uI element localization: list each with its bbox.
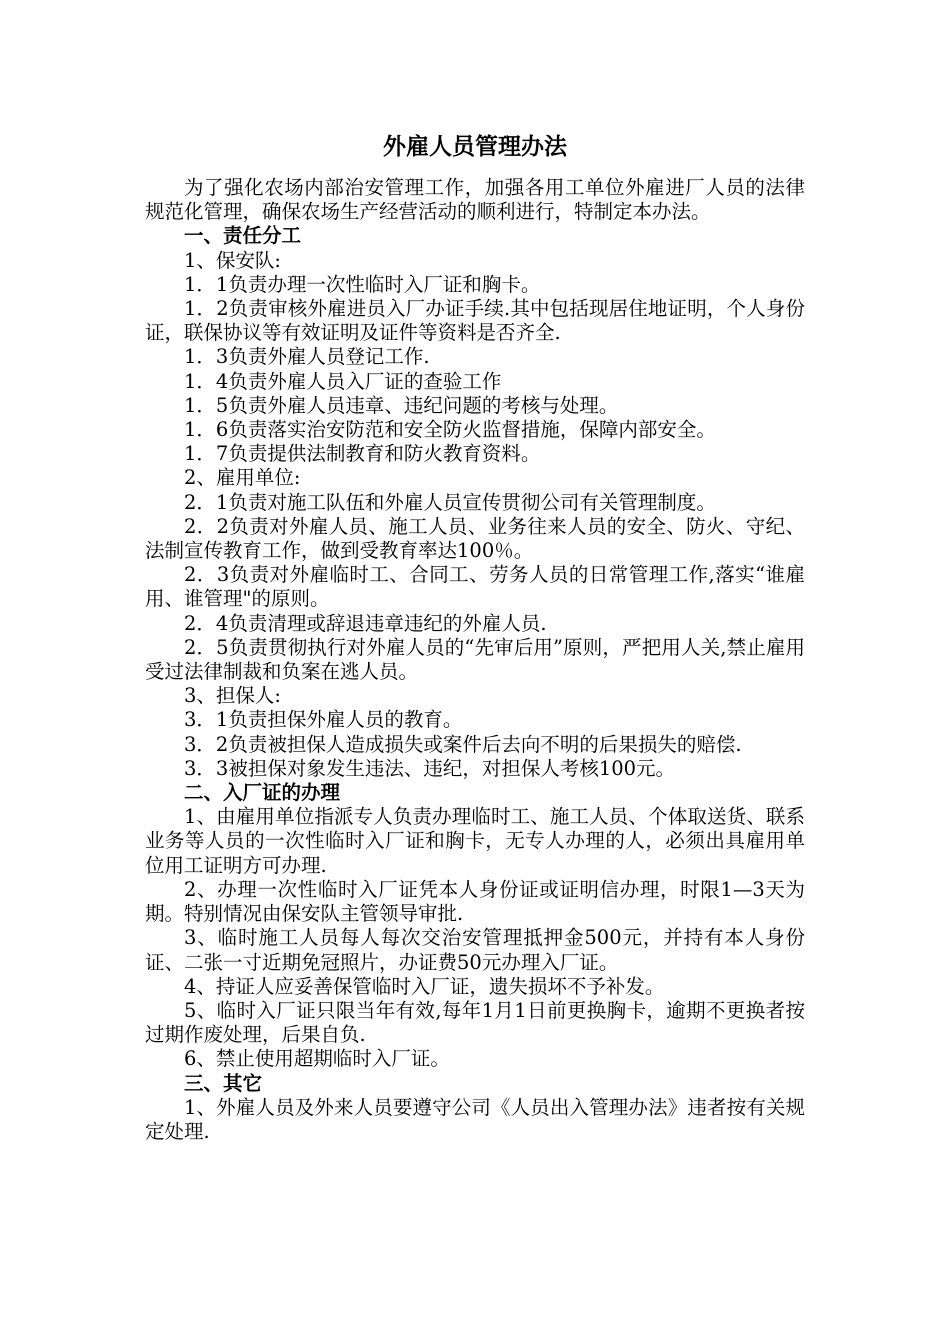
section-heading: 二、入厂证的办理 [184, 781, 341, 805]
body-paragraph: 1、保安队: [184, 248, 281, 272]
body-paragraph: 1．2负责审核外雇进员入厂办证手续.其中包括现居住地证明，个人身份证，联保协议等有效证明及证件等资料是否齐全. [145, 297, 805, 345]
body-paragraph: 1、由雇用单位指派专人负责办理临时工、施工人员、个体取送货、联系业务等人员的一次性临时入厂证和胸卡，无专人办理的人，必须出具雇用单位用工证明方可办理. [145, 805, 805, 877]
body-paragraph: 1．5负责外雇人员违章、违纪问题的考核与处理。 [184, 393, 619, 417]
body-paragraph: 1．6负责落实治安防范和安全防火监督措施，保障内部安全。 [184, 418, 716, 442]
body-paragraph: 3．3被担保对象发生违法、违纪，对担保人考核100元。 [184, 756, 676, 780]
body-paragraph: 1．4负责外雇人员入厂证的查验工作 [184, 369, 502, 393]
section-heading: 一、责任分工 [184, 224, 302, 248]
document-title: 外雇人员管理办法 [383, 133, 567, 160]
body-paragraph: 2．5负责贯彻执行对外雇人员的“先审后用”原则，严把用人关,禁止雇用受过法律制裁和负案在逃人员。 [145, 635, 805, 684]
body-paragraph: 3．1负责担保外雇人员的教育。 [184, 708, 463, 732]
document-body [145, 176, 805, 1144]
body-paragraph: 3、临时施工人员每人每次交治安管理抵押金500元，并持有本人身份证、二张一寸近期免冠照片，办证费50元办理入厂证。 [145, 926, 805, 974]
body-paragraph: 2．4负责清理或辞退违章违纪的外雇人员. [184, 611, 547, 635]
body-paragraph: 2．3负责对外雇临时工、合同工、劳务人员的日常管理工作,落实“谁雇用、谁管理"的原则。 [145, 563, 805, 611]
document-page [145, 130, 805, 1144]
body-paragraph: 1．7负责提供法制教育和防火教育资料。 [184, 442, 541, 466]
body-paragraph: 3、担保人: [184, 684, 281, 708]
body-paragraph: 2、办理一次性临时入厂证凭本人身份证或证明信办理，时限1—3天为期。特别情况由保安队主管领导审批. [145, 877, 805, 926]
body-paragraph: 为了强化农场内部治安管理工作，加强各用工单位外雇进厂人员的法律规范化管理，确保农场生产经营活动的顺利进行，特制定本办法。 [145, 176, 805, 224]
body-paragraph: 5、临时入厂证只限当年有效,每年1月1日前更换胸卡，逾期不更换者按过期作废处理，后果自负. [145, 998, 805, 1047]
section-heading: 三、其它 [184, 1071, 263, 1095]
body-paragraph: 2．1负责对施工队伍和外雇人员宣传贯彻公司有关管理制度。 [184, 490, 716, 514]
body-paragraph: 1、外雇人员及外来人员要遵守公司《人员出入管理办法》违者按有关规定处理. [145, 1095, 805, 1143]
body-paragraph: 1．1负责办理一次性临时入厂证和胸卡。 [184, 272, 541, 296]
body-paragraph: 2、雇用单位: [184, 466, 301, 490]
body-paragraph: 6、禁止使用超期临时入厂证。 [184, 1047, 450, 1071]
body-paragraph: 4、持证人应妥善保管临时入厂证，遗失损坏不予补发。 [184, 974, 665, 998]
body-paragraph: 2．2负责对外雇人员、施工人员、业务往来人员的安全、防火、守纪、法制宣传教育工作，做到受教育率达100％。 [145, 514, 805, 563]
body-paragraph: 3．2负责被担保人造成损失或案件后去向不明的后果损失的赔偿. [184, 732, 742, 756]
body-paragraph: 1．3负责外雇人员登记工作. [184, 345, 430, 369]
